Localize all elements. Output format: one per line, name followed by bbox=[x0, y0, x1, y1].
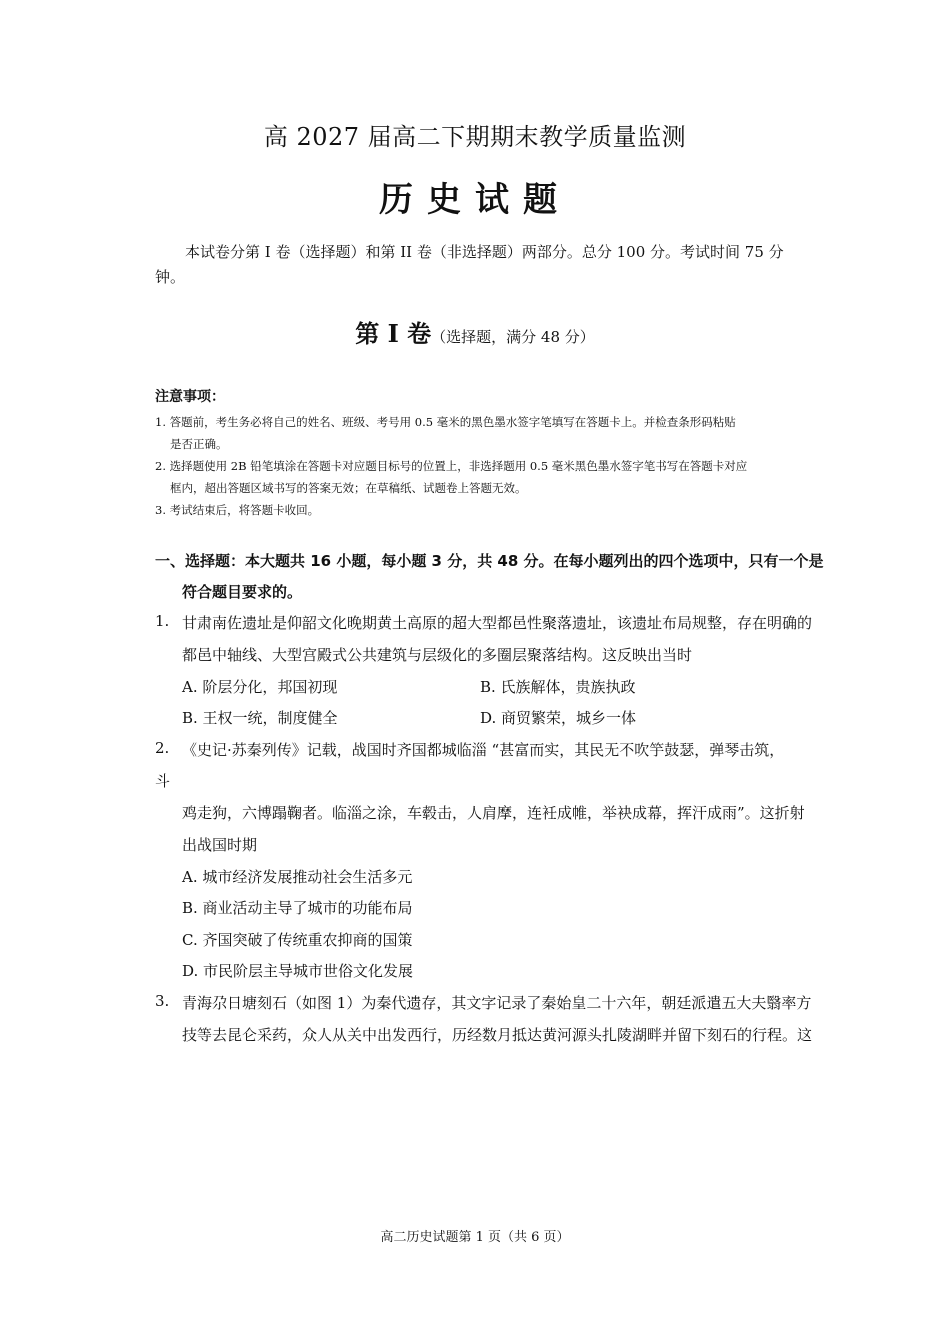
option-d: D. 市民阶层主导城市世俗文化发展 bbox=[182, 962, 414, 980]
page-footer: 高二历史试题第 1 页（共 6 页） bbox=[380, 1230, 570, 1245]
option-c: C. 齐国突破了传统重农抑商的国策 bbox=[182, 931, 413, 949]
option-d: D. 商贸繁荣，城乡一体 bbox=[480, 709, 637, 727]
question-text: 斗 bbox=[155, 772, 171, 790]
notice-item: 1. 答题前，考生务必将自己的姓名、班级、考号用 0.5 毫米的黑色墨水签字笔填写在答题卡上。并检查条形码粘贴 bbox=[155, 415, 736, 429]
option-c: B. 王权一统，制度健全 bbox=[182, 709, 338, 727]
question-number: 2. bbox=[155, 739, 170, 757]
question-text: 出战国时期 bbox=[182, 836, 258, 854]
part-heading-cont: 符合题目要求的。 bbox=[182, 583, 303, 601]
question-text: 鸡走狗，六博蹋鞠者。临淄之涂，车毂击，人肩摩，连衽成帷，举袂成幕，挥汗成雨”。这折射 bbox=[182, 804, 805, 822]
part-heading: 一、选择题：本大题共 16 小题，每小题 3 分，共 48 分。在每小题列出的四个选项中，只有一个是 bbox=[155, 552, 824, 570]
question-text: 青海尕日塘刻石（如图 1）为秦代遗存，其文字记录了秦始皇二十六年，朝廷派遣五大夫翳率方 bbox=[182, 994, 812, 1012]
notice-item: 框内，超出答题区域书写的答案无效；在草稿纸、试题卷上答题无效。 bbox=[170, 481, 527, 495]
exam-title: 高 2027 届高二下期期末教学质量监测 bbox=[263, 123, 687, 151]
option-a: A. 城市经济发展推动社会生活多元 bbox=[182, 868, 413, 886]
notice-item: 2. 选择题使用 2B 铅笔填涂在答题卡对应题目标号的位置上，非选择题用 0.5 毫米黑色墨水签字笔书写在答题卡对应 bbox=[155, 459, 748, 473]
section-subtitle: （选择题，满分 48 分） bbox=[431, 328, 595, 346]
question-number: 1. bbox=[155, 612, 170, 630]
subject-title: 历史试题 bbox=[379, 180, 571, 220]
section-title: 第 I 卷 bbox=[355, 319, 432, 348]
question-number: 3. bbox=[155, 992, 170, 1010]
question-text: 《史记·苏秦列传》记载，战国时齐国都城临淄 “甚富而实，其民无不吹竽鼓瑟，弹琴击筑， bbox=[182, 741, 785, 759]
intro-paragraph: 本试卷分第 I 卷（选择题）和第 II 卷（非选择题）两部分。总分 100 分。考试时间 75 分钟。 bbox=[155, 243, 784, 286]
question-text: 甘肃南佐遗址是仰韶文化晚期黄土高原的超大型都邑性聚落遗址，该遗址布局规整，存在明确的 bbox=[182, 614, 813, 632]
option-a: A. 阶层分化，邦国初现 bbox=[182, 678, 338, 696]
section-heading bbox=[0, 314, 950, 349]
notice-title: 注意事项： bbox=[155, 389, 225, 405]
notice-item: 3. 考试结束后，将答题卡收回。 bbox=[155, 503, 320, 517]
option-b: B. 氏族解体，贵族执政 bbox=[480, 678, 636, 696]
notice-item: 是否正确。 bbox=[170, 437, 228, 451]
option-b: B. 商业活动主导了城市的功能布局 bbox=[182, 899, 413, 917]
question-text: 都邑中轴线、大型宫殿式公共建筑与层级化的多圈层聚落结构。这反映出当时 bbox=[182, 646, 693, 664]
question-text: 技等去昆仑采药，众人从关中出发西行，历经数月抵达黄河源头扎陵湖畔并留下刻石的行程。这 bbox=[182, 1026, 813, 1044]
